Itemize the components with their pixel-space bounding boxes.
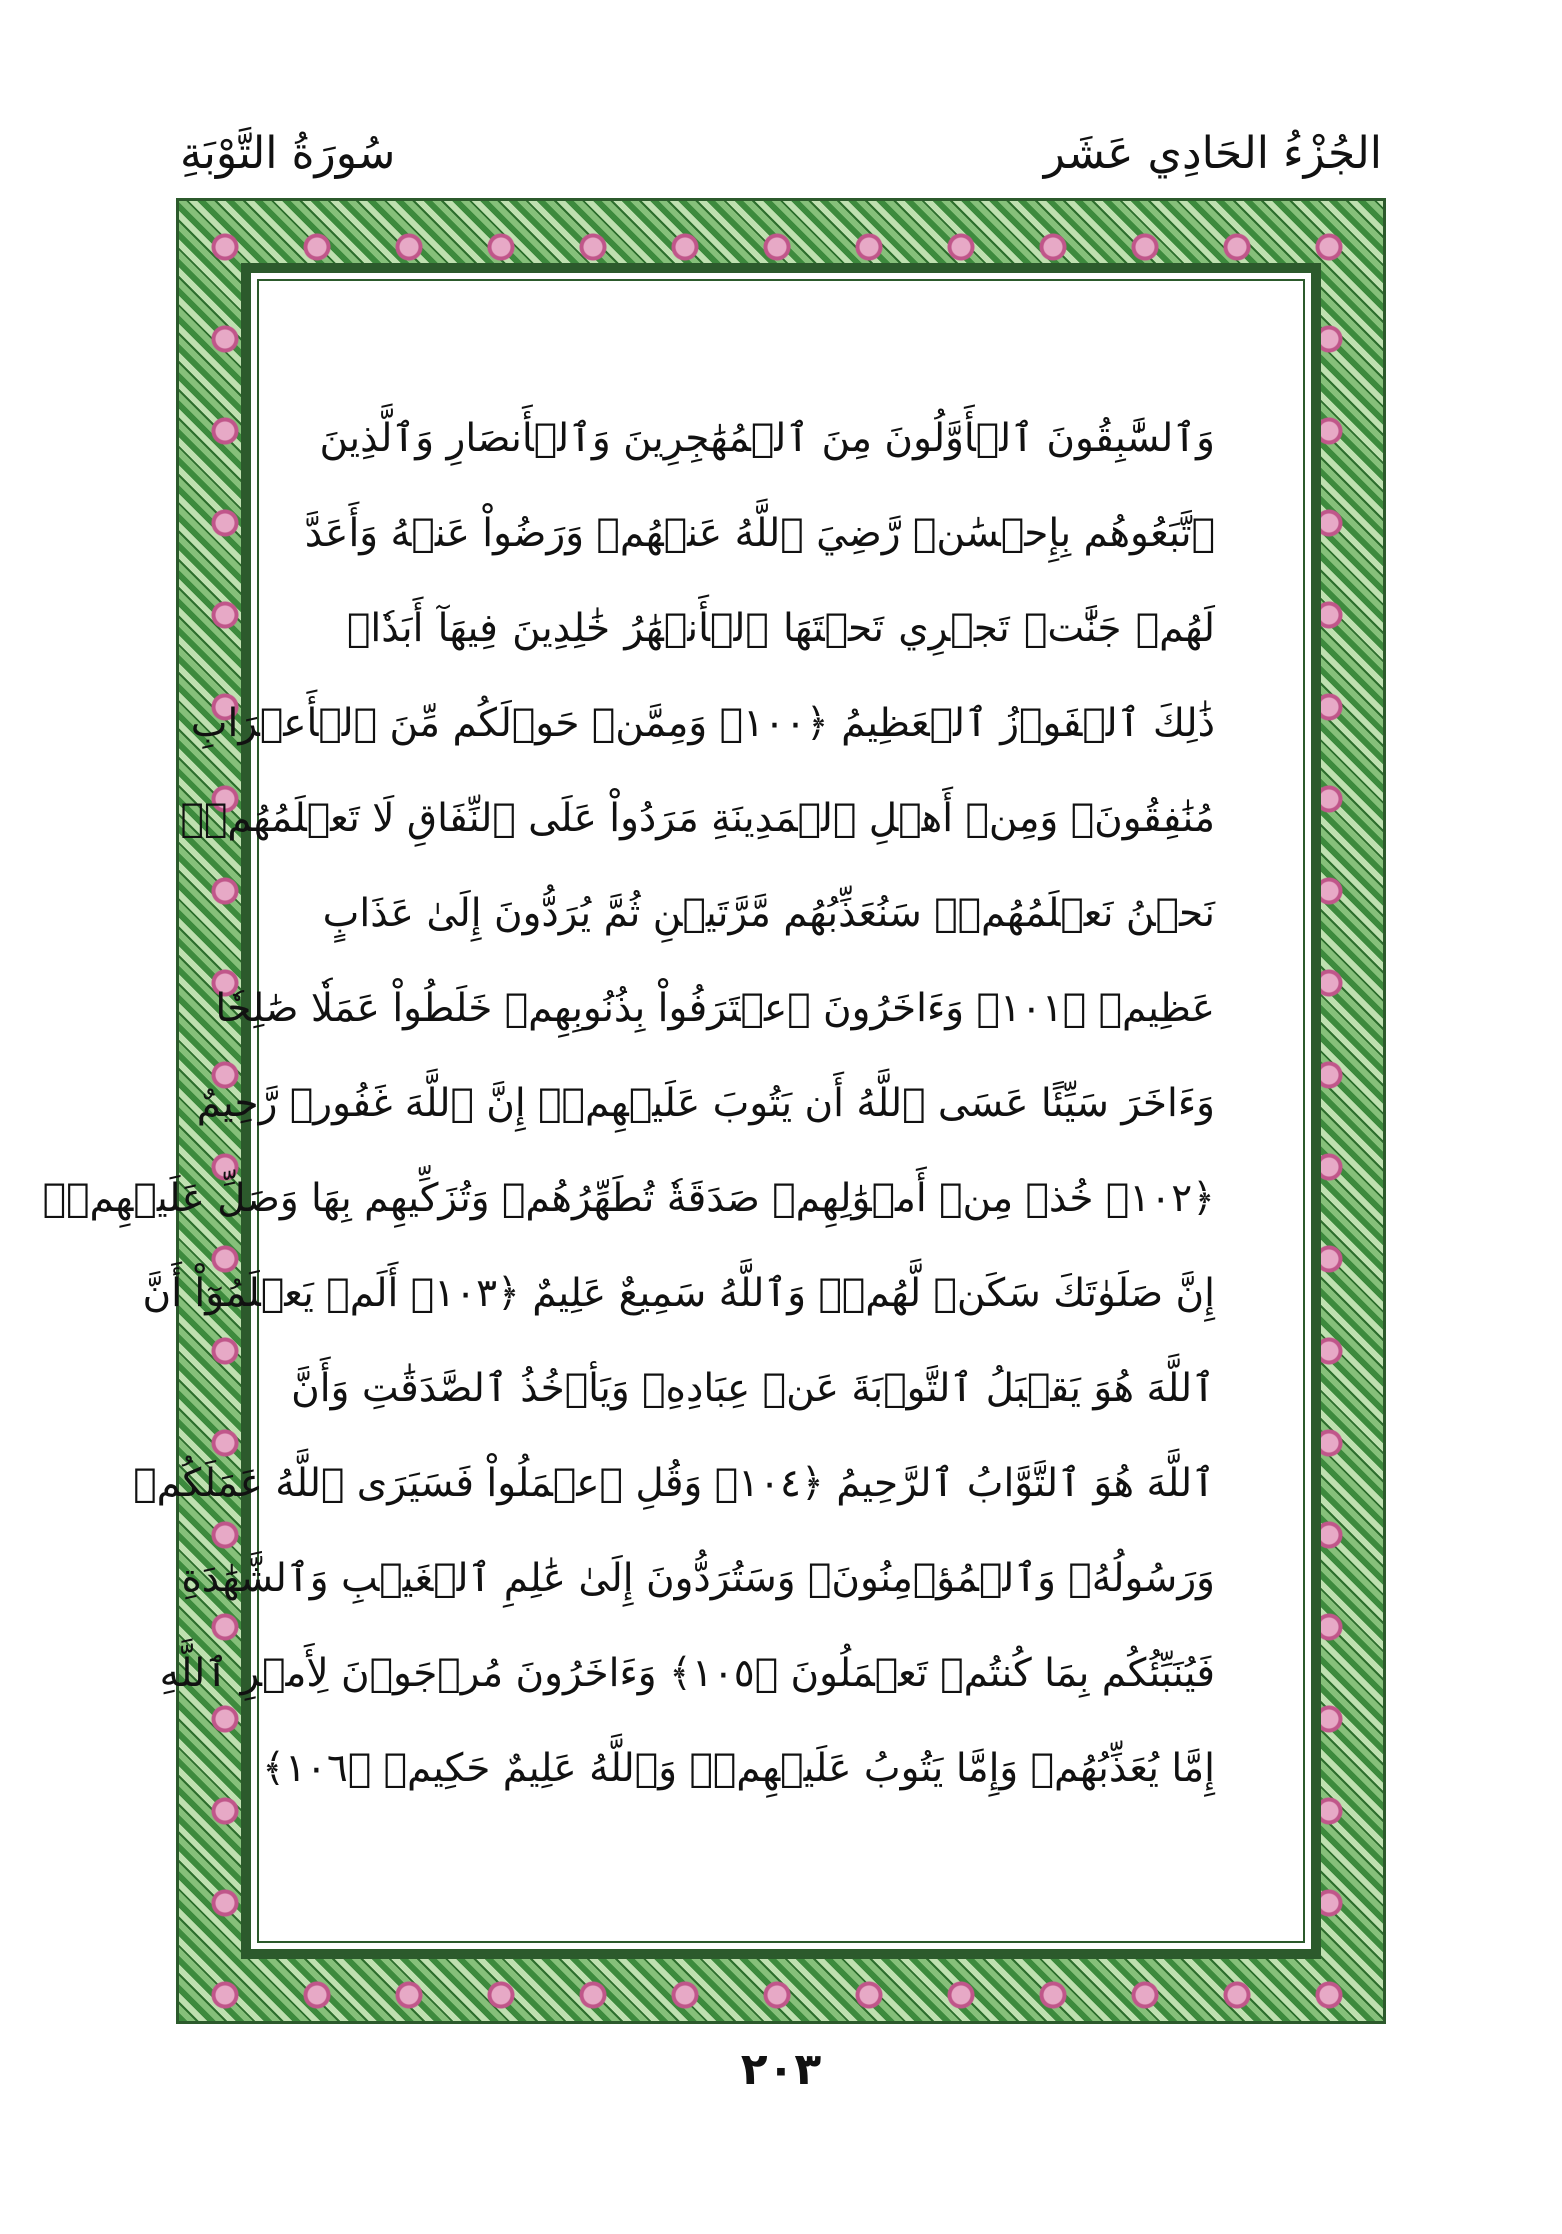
- verse-line: لَهُمۡ جَنَّٰتٖ تَجۡرِي تَحۡتَهَا ٱلۡأَنۡهَٰرُ خَٰلِدِينَ فِيهَآ أَبَدٗاۚ: [347, 606, 1215, 651]
- verse-line: وَءَاخَرَ سَيِّئًا عَسَى ٱللَّهُ أَن يَتُوبَ عَلَيۡهِمۡۚ إِنَّ ٱللَّهَ غَفُورٞ رَّحِيمٌ: [196, 1081, 1215, 1126]
- verse-line: ﴿١٠٢﴾ خُذۡ مِنۡ أَمۡوَٰلِهِمۡ صَدَقَةٗ تُطَهِّرُهُمۡ وَتُزَكِّيهِم بِهَا وَصَلِّ عَلَيۡهِمۡۖ: [42, 1176, 1215, 1221]
- verse-line: ٱتَّبَعُوهُم بِإِحۡسَٰنٖ رَّضِيَ ٱللَّهُ عَنۡهُمۡ وَرَضُواْ عَنۡهُ وَأَعَدَّ: [304, 511, 1215, 556]
- ornamental-frame: [42, 198, 1386, 2024]
- verse-line: ٱللَّهَ هُوَ يَقۡبَلُ ٱلتَّوۡبَةَ عَنۡ عِبَادِهِۦ وَيَأۡخُذُ ٱلصَّدَقَٰتِ وَأَنَّ: [291, 1366, 1215, 1411]
- verse-line: إِنَّ صَلَوٰتَكَ سَكَنٞ لَّهُمۡۗ وَٱللَّهُ سَمِيعٌ عَلِيمٌ ﴿١٠٣﴾ أَلَمۡ يَعۡلَمُوٓاْ أَنَّ: [142, 1271, 1215, 1316]
- text-panel: [42, 271, 1313, 1951]
- juz-title: الجُزْءُ الحَادِي عَشَر: [1043, 128, 1382, 179]
- verse-line: وَٱلسَّٰبِقُونَ ٱلۡأَوَّلُونَ مِنَ ٱلۡمُهَٰجِرِينَ وَٱلۡأَنصَارِ وَٱلَّذِينَ: [319, 416, 1215, 461]
- surah-title: سُورَةُ التَّوْبَةِ: [180, 128, 396, 179]
- verse-line: عَظِيمٖ ﴿١٠١﴾ وَءَاخَرُونَ ٱعۡتَرَفُواْ بِذُنُوبِهِمۡ خَلَطُواْ عَمَلٗا صَٰلِحٗا: [215, 986, 1215, 1031]
- verse-line: مُنَٰفِقُونَۖ وَمِنۡ أَهۡلِ ٱلۡمَدِينَةِ مَرَدُواْ عَلَى ٱلنِّفَاقِ لَا تَعۡلَمُهُمۡۖ: [180, 796, 1215, 841]
- verse-lines: [42, 391, 1215, 1816]
- verse-line: ذَٰلِكَ ٱلۡفَوۡزُ ٱلۡعَظِيمُ ﴿١٠٠﴾ وَمِمَّنۡ حَوۡلَكُم مِّنَ ٱلۡأَعۡرَابِ: [190, 701, 1215, 746]
- verse-line: وَرَسُولُهُۥ وَٱلۡمُؤۡمِنُونَۖ وَسَتُرَدُّونَ إِلَىٰ عَٰلِمِ ٱلۡغَيۡبِ وَٱلشَّهَٰدَةِ: [181, 1556, 1215, 1601]
- verse-line: إِمَّا يُعَذِّبُهُمۡ وَإِمَّا يَتُوبُ عَلَيۡهِمۡۗ وَٱللَّهُ عَلِيمٌ حَكِيمٞ ﴿١٠٦﴾: [262, 1746, 1215, 1791]
- verse-line: فَيُنَبِّئُكُم بِمَا كُنتُمۡ تَعۡمَلُونَ ﴿١٠٥﴾ وَءَاخَرُونَ مُرۡجَوۡنَ لِأَمۡرِ ٱللَّهِ: [159, 1651, 1215, 1696]
- verse-line: نَحۡنُ نَعۡلَمُهُمۡۚ سَنُعَذِّبُهُم مَّرَّتَيۡنِ ثُمَّ يُرَدُّونَ إِلَىٰ عَذَابٍ: [322, 891, 1215, 936]
- page-number: ٢٠٣: [740, 2044, 822, 2095]
- verse-line: ٱللَّهَ هُوَ ٱلتَّوَّابُ ٱلرَّحِيمُ ﴿١٠٤﴾ وَقُلِ ٱعۡمَلُواْ فَسَيَرَى ٱللَّهُ عَمَلَكُمۡ: [133, 1461, 1215, 1506]
